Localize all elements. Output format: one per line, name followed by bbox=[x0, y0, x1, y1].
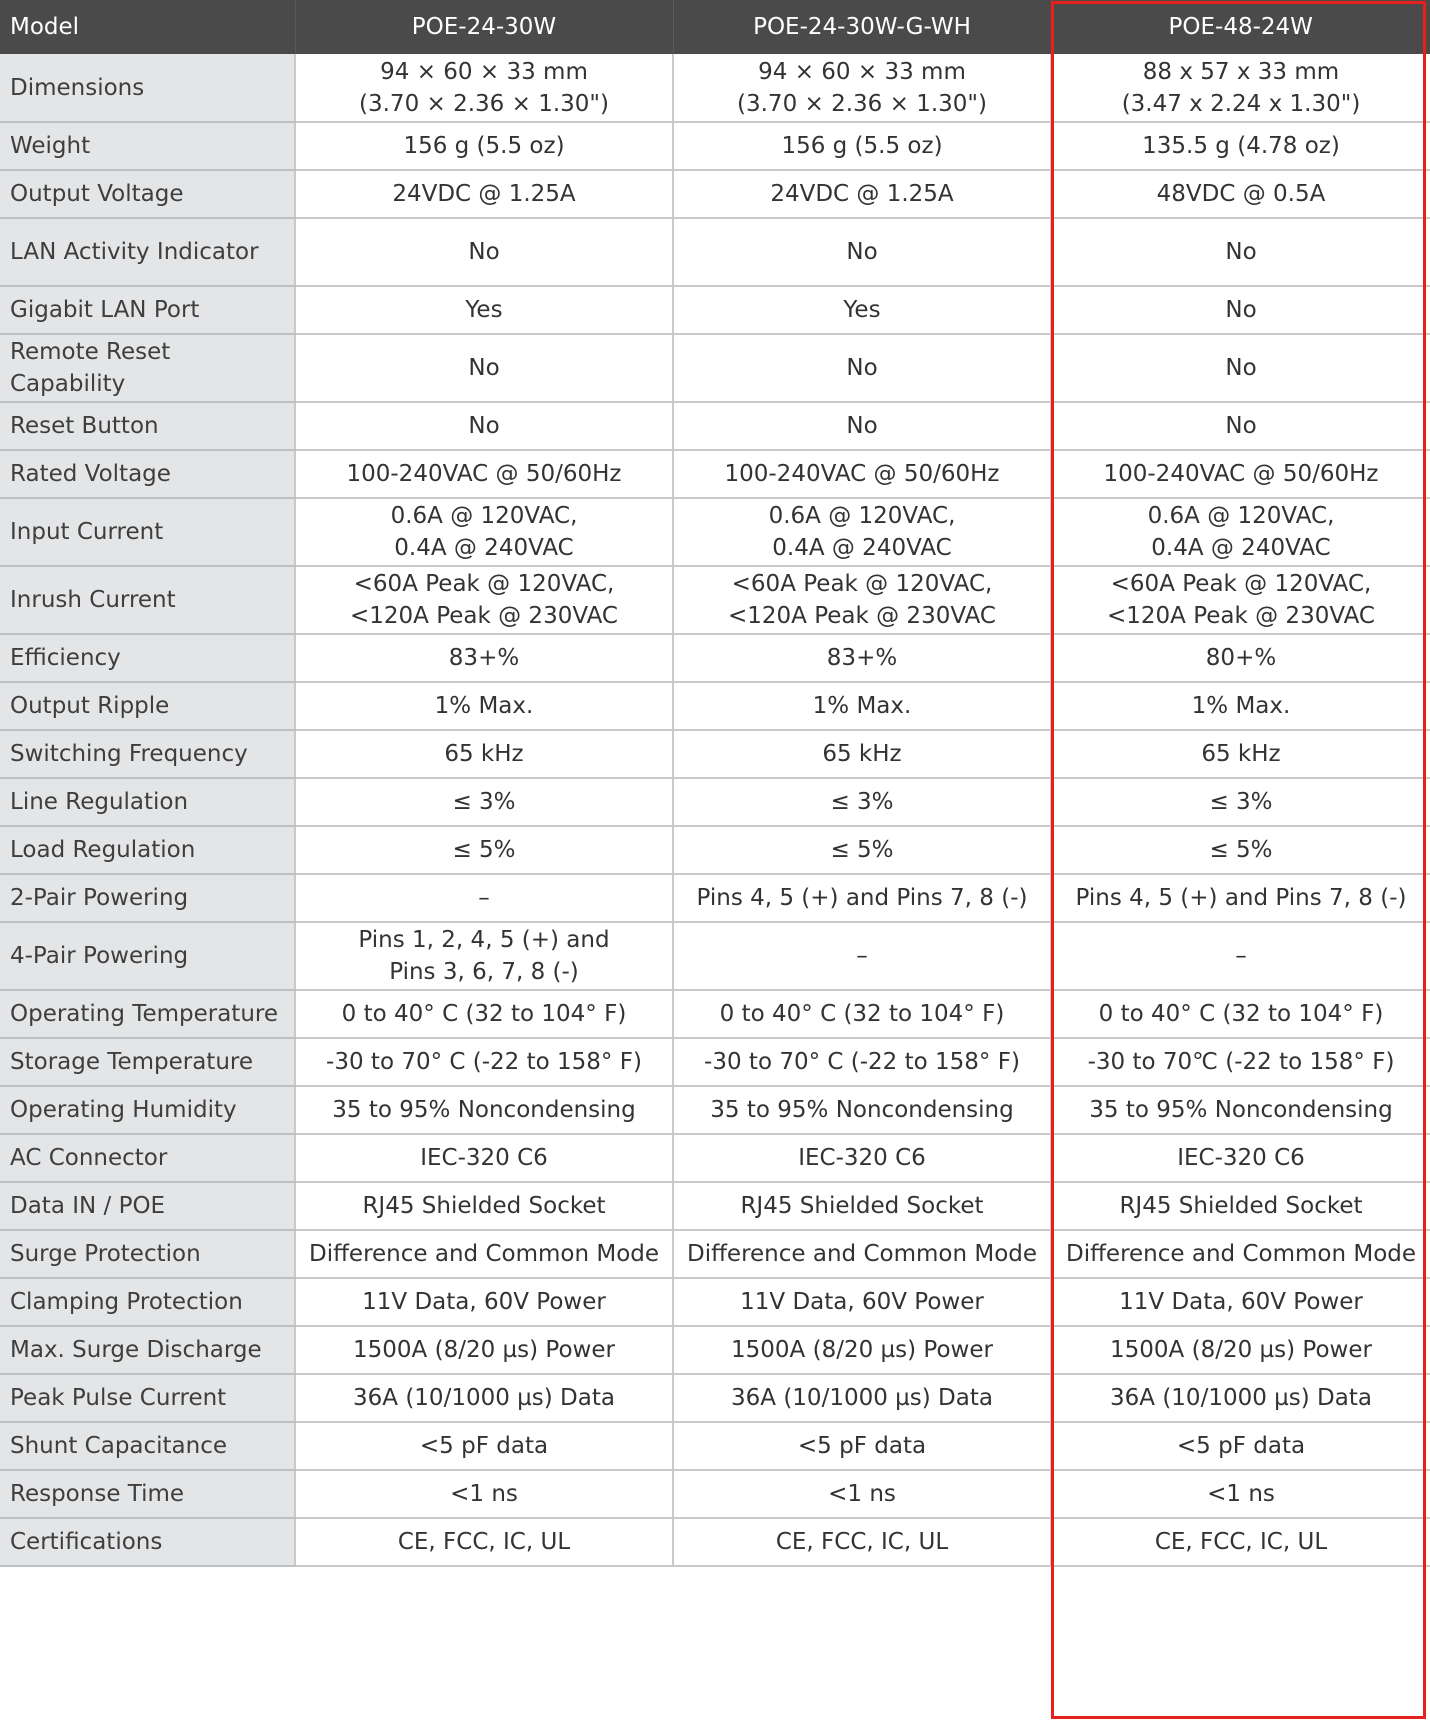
row-label: Data IN / POE bbox=[0, 1182, 295, 1230]
spec-cell-line: (3.47 x 2.24 x 1.30") bbox=[1121, 90, 1361, 117]
spec-cell-line: <1 ns bbox=[1207, 1481, 1275, 1507]
spec-cell bbox=[673, 1278, 1051, 1326]
spec-cell bbox=[295, 826, 673, 874]
spec-cell bbox=[673, 286, 1051, 334]
spec-cell-line: <5 pF data bbox=[797, 1433, 927, 1459]
spec-cell bbox=[673, 1182, 1051, 1230]
spec-cell-line: – bbox=[856, 943, 868, 969]
spec-cell-line: Pins 4, 5 (+) and Pins 7, 8 (-) bbox=[1075, 885, 1407, 911]
spec-cell bbox=[295, 566, 673, 634]
spec-cell-line: 1500A (8/20 µs) Power bbox=[353, 1337, 615, 1363]
spec-cell bbox=[1051, 634, 1430, 682]
spec-cell-line: -30 to 70℃ (-22 to 158° F) bbox=[1087, 1049, 1395, 1075]
table-row bbox=[0, 1422, 1430, 1470]
spec-cell-line: 100-240VAC @ 50/60Hz bbox=[724, 461, 1000, 487]
spec-cell bbox=[673, 170, 1051, 218]
spec-cell bbox=[1051, 1182, 1430, 1230]
table-row bbox=[0, 778, 1430, 826]
row-label: Dimensions bbox=[0, 54, 295, 122]
spec-cell bbox=[673, 1518, 1051, 1566]
table-row bbox=[0, 682, 1430, 730]
table-row bbox=[0, 1470, 1430, 1518]
table-row bbox=[0, 730, 1430, 778]
spec-cell-line: 24VDC @ 1.25A bbox=[770, 181, 954, 207]
spec-cell-line: ≤ 3% bbox=[1209, 789, 1273, 815]
spec-cell-line: 36A (10/1000 µs) Data bbox=[1110, 1385, 1372, 1411]
spec-cell-line: <1 ns bbox=[828, 1481, 896, 1507]
spec-cell-line: 65 kHz bbox=[1201, 741, 1281, 767]
spec-cell-line: IEC-320 C6 bbox=[1177, 1145, 1305, 1171]
spec-cell-line: 100-240VAC @ 50/60Hz bbox=[346, 461, 622, 487]
table-row bbox=[0, 1134, 1430, 1182]
spec-cell-line: <60A Peak @ 120VAC, bbox=[1110, 571, 1372, 597]
spec-cell bbox=[673, 1038, 1051, 1086]
row-label: Line Regulation bbox=[0, 778, 295, 826]
row-label: Remote Reset Capability bbox=[0, 334, 295, 402]
spec-cell bbox=[295, 1470, 673, 1518]
spec-cell-line: RJ45 Shielded Socket bbox=[1119, 1193, 1363, 1219]
spec-cell bbox=[295, 682, 673, 730]
table-row bbox=[0, 1326, 1430, 1374]
spec-cell bbox=[673, 218, 1051, 286]
table-row bbox=[0, 1374, 1430, 1422]
spec-cell bbox=[673, 778, 1051, 826]
row-label: Load Regulation bbox=[0, 826, 295, 874]
spec-cell-line: ≤ 5% bbox=[1209, 837, 1273, 863]
spec-cell-line: 35 to 95% Noncondensing bbox=[710, 1097, 1014, 1123]
spec-cell bbox=[295, 498, 673, 566]
spec-cell-line: <120A Peak @ 230VAC bbox=[727, 603, 996, 629]
spec-cell-line: No bbox=[1225, 355, 1257, 381]
spec-cell-line: <120A Peak @ 230VAC bbox=[1106, 603, 1375, 629]
spec-cell bbox=[295, 778, 673, 826]
table-row bbox=[0, 122, 1430, 170]
spec-cell-line: 1% Max. bbox=[1191, 693, 1291, 719]
row-label: Efficiency bbox=[0, 634, 295, 682]
spec-cell-line: Yes bbox=[465, 297, 503, 323]
spec-cell-line: No bbox=[1225, 297, 1257, 323]
spec-cell bbox=[295, 1230, 673, 1278]
spec-cell bbox=[295, 922, 673, 990]
spec-cell-line: 11V Data, 60V Power bbox=[740, 1289, 984, 1315]
spec-cell-line: 11V Data, 60V Power bbox=[362, 1289, 606, 1315]
spec-cell bbox=[295, 1326, 673, 1374]
spec-cell-line: ≤ 5% bbox=[452, 837, 516, 863]
table-row bbox=[0, 334, 1430, 402]
spec-cell bbox=[673, 122, 1051, 170]
spec-cell bbox=[1051, 1518, 1430, 1566]
spec-cell-line: -30 to 70° C (-22 to 158° F) bbox=[326, 1049, 642, 1075]
spec-cell bbox=[673, 826, 1051, 874]
spec-cell-line: 24VDC @ 1.25A bbox=[392, 181, 576, 207]
spec-cell-line: IEC-320 C6 bbox=[798, 1145, 926, 1171]
spec-cell bbox=[1051, 922, 1430, 990]
spec-cell-line: <60A Peak @ 120VAC, bbox=[353, 571, 615, 597]
row-label: Surge Protection bbox=[0, 1230, 295, 1278]
spec-cell-line: ≤ 3% bbox=[830, 789, 894, 815]
spec-cell-line: 1% Max. bbox=[812, 693, 912, 719]
spec-cell bbox=[1051, 1422, 1430, 1470]
spec-cell-line: No bbox=[846, 355, 878, 381]
spec-cell-line: 88 x 57 x 33 mm bbox=[1142, 58, 1340, 85]
spec-cell bbox=[295, 170, 673, 218]
row-label: Gigabit LAN Port bbox=[0, 286, 295, 334]
spec-cell bbox=[295, 402, 673, 450]
spec-cell-line: – bbox=[1235, 943, 1247, 969]
header-model-poe-24-30w: POE-24-30W bbox=[295, 0, 673, 54]
spec-cell bbox=[1051, 402, 1430, 450]
table-row bbox=[0, 498, 1430, 566]
spec-cell-line: CE, FCC, IC, UL bbox=[397, 1529, 571, 1555]
spec-cell bbox=[673, 402, 1051, 450]
row-label: Output Ripple bbox=[0, 682, 295, 730]
row-label: Inrush Current bbox=[0, 566, 295, 634]
spec-cell-line: 0 to 40° C (32 to 104° F) bbox=[719, 1001, 1005, 1027]
table-row bbox=[0, 402, 1430, 450]
spec-cell-line: 156 g (5.5 oz) bbox=[403, 133, 565, 159]
spec-cell bbox=[1051, 1230, 1430, 1278]
spec-cell-line: ≤ 3% bbox=[452, 789, 516, 815]
row-label: LAN Activity Indicator bbox=[0, 218, 295, 286]
spec-cell-line: 0.6A @ 120VAC, bbox=[768, 503, 956, 529]
spec-cell bbox=[295, 54, 673, 122]
spec-cell bbox=[673, 634, 1051, 682]
spec-cell-line: 35 to 95% Noncondensing bbox=[332, 1097, 636, 1123]
spec-cell-line: No bbox=[1225, 239, 1257, 265]
spec-cell-line: ≤ 5% bbox=[830, 837, 894, 863]
spec-cell bbox=[1051, 334, 1430, 402]
spec-cell-line: Pins 1, 2, 4, 5 (+) and bbox=[358, 927, 610, 953]
spec-cell bbox=[295, 286, 673, 334]
spec-cell-line: No bbox=[846, 413, 878, 439]
spec-cell bbox=[673, 1326, 1051, 1374]
table-row bbox=[0, 1278, 1430, 1326]
spec-cell-line: 48VDC @ 0.5A bbox=[1156, 181, 1326, 207]
spec-cell-line: 1500A (8/20 µs) Power bbox=[731, 1337, 993, 1363]
spec-cell-line: 0.6A @ 120VAC, bbox=[390, 503, 578, 529]
table-row bbox=[0, 874, 1430, 922]
spec-cell-line: RJ45 Shielded Socket bbox=[740, 1193, 984, 1219]
spec-cell bbox=[673, 874, 1051, 922]
spec-cell-line: 1% Max. bbox=[434, 693, 534, 719]
spec-cell-line: No bbox=[468, 413, 500, 439]
spec-cell-line: 83+% bbox=[826, 645, 898, 671]
table-row bbox=[0, 218, 1430, 286]
spec-cell bbox=[295, 1518, 673, 1566]
spec-cell bbox=[295, 1086, 673, 1134]
spec-cell-line: No bbox=[468, 239, 500, 265]
row-label: Peak Pulse Current bbox=[0, 1374, 295, 1422]
spec-cell-line: 135.5 g (4.78 oz) bbox=[1142, 133, 1340, 159]
table-row bbox=[0, 826, 1430, 874]
spec-cell bbox=[1051, 1278, 1430, 1326]
spec-cell bbox=[1051, 990, 1430, 1038]
table-row bbox=[0, 990, 1430, 1038]
spec-cell bbox=[1051, 1374, 1430, 1422]
spec-cell bbox=[295, 990, 673, 1038]
spec-cell bbox=[1051, 778, 1430, 826]
spec-cell bbox=[295, 874, 673, 922]
spec-cell bbox=[1051, 1134, 1430, 1182]
spec-cell bbox=[295, 1278, 673, 1326]
spec-cell-line: No bbox=[846, 239, 878, 265]
spec-cell bbox=[295, 334, 673, 402]
spec-cell-line: -30 to 70° C (-22 to 158° F) bbox=[704, 1049, 1020, 1075]
table-row bbox=[0, 450, 1430, 498]
spec-cell bbox=[295, 1182, 673, 1230]
spec-cell bbox=[1051, 498, 1430, 566]
spec-cell-line: Difference and Common Mode bbox=[308, 1241, 660, 1267]
row-label: Switching Frequency bbox=[0, 730, 295, 778]
spec-cell-line: 94 × 60 × 33 mm bbox=[758, 58, 966, 85]
table-row bbox=[0, 1230, 1430, 1278]
spec-cell-line: 1500A (8/20 µs) Power bbox=[1110, 1337, 1372, 1363]
spec-cell bbox=[1051, 1470, 1430, 1518]
spec-cell bbox=[673, 334, 1051, 402]
spec-cell-line: 83+% bbox=[448, 645, 520, 671]
spec-cell-line: No bbox=[1225, 413, 1257, 439]
spec-cell-line: 0.4A @ 240VAC bbox=[1151, 535, 1331, 561]
spec-cell-line: 36A (10/1000 µs) Data bbox=[353, 1385, 615, 1411]
table-row bbox=[0, 566, 1430, 634]
spec-cell-line: – bbox=[478, 885, 490, 911]
spec-cell-line: CE, FCC, IC, UL bbox=[1154, 1529, 1328, 1555]
row-label: Input Current bbox=[0, 498, 295, 566]
table-row bbox=[0, 170, 1430, 218]
row-label: 4-Pair Powering bbox=[0, 922, 295, 990]
spec-cell-line: 11V Data, 60V Power bbox=[1119, 1289, 1363, 1315]
spec-cell bbox=[1051, 826, 1430, 874]
spec-cell-line: 100-240VAC @ 50/60Hz bbox=[1103, 461, 1379, 487]
spec-cell-line: Pins 3, 6, 7, 8 (-) bbox=[389, 959, 579, 985]
row-label: Storage Temperature bbox=[0, 1038, 295, 1086]
spec-cell-line: 36A (10/1000 µs) Data bbox=[731, 1385, 993, 1411]
spec-cell bbox=[295, 1374, 673, 1422]
row-label: Operating Humidity bbox=[0, 1086, 295, 1134]
spec-cell-line: (3.70 × 2.36 × 1.30") bbox=[359, 90, 609, 117]
spec-cell-line: RJ45 Shielded Socket bbox=[362, 1193, 606, 1219]
spec-cell bbox=[1051, 730, 1430, 778]
spec-cell bbox=[1051, 1038, 1430, 1086]
spec-cell-line: <120A Peak @ 230VAC bbox=[349, 603, 618, 629]
spec-cell bbox=[673, 1134, 1051, 1182]
spec-cell-line: IEC-320 C6 bbox=[420, 1145, 548, 1171]
spec-cell-line: 35 to 95% Noncondensing bbox=[1089, 1097, 1393, 1123]
row-label: Rated Voltage bbox=[0, 450, 295, 498]
spec-cell-line: 0.6A @ 120VAC, bbox=[1147, 503, 1335, 529]
spec-cell bbox=[295, 634, 673, 682]
spec-cell bbox=[1051, 122, 1430, 170]
spec-cell-line: 0 to 40° C (32 to 104° F) bbox=[341, 1001, 627, 1027]
spec-cell-line: Difference and Common Mode bbox=[686, 1241, 1038, 1267]
spec-cell bbox=[1051, 450, 1430, 498]
spec-cell bbox=[295, 122, 673, 170]
spec-cell bbox=[673, 1086, 1051, 1134]
spec-cell bbox=[673, 566, 1051, 634]
spec-cell bbox=[1051, 218, 1430, 286]
spec-cell-line: <5 pF data bbox=[1176, 1433, 1306, 1459]
table-row bbox=[0, 922, 1430, 990]
spec-cell bbox=[673, 1374, 1051, 1422]
spec-cell bbox=[1051, 682, 1430, 730]
spec-cell-line: <60A Peak @ 120VAC, bbox=[731, 571, 993, 597]
row-label: Certifications bbox=[0, 1518, 295, 1566]
spec-cell bbox=[1051, 286, 1430, 334]
spec-cell bbox=[673, 1422, 1051, 1470]
spec-cell-line: 0.4A @ 240VAC bbox=[772, 535, 952, 561]
spec-cell-line: <1 ns bbox=[450, 1481, 518, 1507]
row-label: Operating Temperature bbox=[0, 990, 295, 1038]
spec-cell-line: Difference and Common Mode bbox=[1065, 1241, 1417, 1267]
spec-cell bbox=[673, 682, 1051, 730]
spec-cell bbox=[673, 1230, 1051, 1278]
spec-cell bbox=[1051, 1086, 1430, 1134]
table-row bbox=[0, 54, 1430, 122]
spec-cell bbox=[673, 498, 1051, 566]
table-row bbox=[0, 1518, 1430, 1566]
spec-cell-line: <5 pF data bbox=[419, 1433, 549, 1459]
spec-cell-line: 0.4A @ 240VAC bbox=[394, 535, 574, 561]
spec-cell bbox=[1051, 170, 1430, 218]
spec-cell bbox=[673, 450, 1051, 498]
row-label: 2-Pair Powering bbox=[0, 874, 295, 922]
table-row bbox=[0, 1038, 1430, 1086]
spec-cell bbox=[295, 218, 673, 286]
row-label: Response Time bbox=[0, 1470, 295, 1518]
header-row bbox=[0, 0, 1430, 54]
spec-cell-line: Yes bbox=[843, 297, 881, 323]
spec-cell bbox=[295, 1134, 673, 1182]
spec-cell bbox=[673, 54, 1051, 122]
header-model-label: Model bbox=[0, 0, 295, 54]
spec-cell bbox=[673, 730, 1051, 778]
header-model-poe-48-24w: POE-48-24W bbox=[1051, 0, 1430, 54]
row-label: Weight bbox=[0, 122, 295, 170]
spec-cell-line: 94 × 60 × 33 mm bbox=[380, 58, 588, 85]
spec-cell-line: 0 to 40° C (32 to 104° F) bbox=[1098, 1001, 1384, 1027]
spec-cell bbox=[1051, 874, 1430, 922]
spec-cell bbox=[1051, 54, 1430, 122]
spec-cell bbox=[295, 450, 673, 498]
spec-cell-line: 80+% bbox=[1205, 645, 1277, 671]
spec-cell-line: Pins 4, 5 (+) and Pins 7, 8 (-) bbox=[696, 885, 1028, 911]
spec-table-body bbox=[0, 54, 1430, 1566]
row-label: Reset Button bbox=[0, 402, 295, 450]
spec-cell bbox=[295, 1422, 673, 1470]
spec-cell-line: (3.70 × 2.36 × 1.30") bbox=[737, 90, 987, 117]
table-row bbox=[0, 1086, 1430, 1134]
spec-cell bbox=[673, 922, 1051, 990]
spec-cell bbox=[295, 1038, 673, 1086]
spec-cell bbox=[673, 990, 1051, 1038]
table-row bbox=[0, 1182, 1430, 1230]
table-row bbox=[0, 634, 1430, 682]
row-label: Shunt Capacitance bbox=[0, 1422, 295, 1470]
spec-cell-line: CE, FCC, IC, UL bbox=[775, 1529, 949, 1555]
header-model-poe-24-30w-g-wh: POE-24-30W-G-WH bbox=[673, 0, 1051, 54]
row-label: Max. Surge Discharge bbox=[0, 1326, 295, 1374]
spec-cell-line: 65 kHz bbox=[444, 741, 524, 767]
spec-cell bbox=[1051, 566, 1430, 634]
spec-cell-line: 156 g (5.5 oz) bbox=[781, 133, 943, 159]
spec-cell bbox=[1051, 1326, 1430, 1374]
row-label: Output Voltage bbox=[0, 170, 295, 218]
spec-cell-line: No bbox=[468, 355, 500, 381]
row-label: Clamping Protection bbox=[0, 1278, 295, 1326]
table-row bbox=[0, 286, 1430, 334]
spec-cell bbox=[673, 1470, 1051, 1518]
row-label: AC Connector bbox=[0, 1134, 295, 1182]
spec-cell bbox=[295, 730, 673, 778]
spec-cell-line: 65 kHz bbox=[822, 741, 902, 767]
